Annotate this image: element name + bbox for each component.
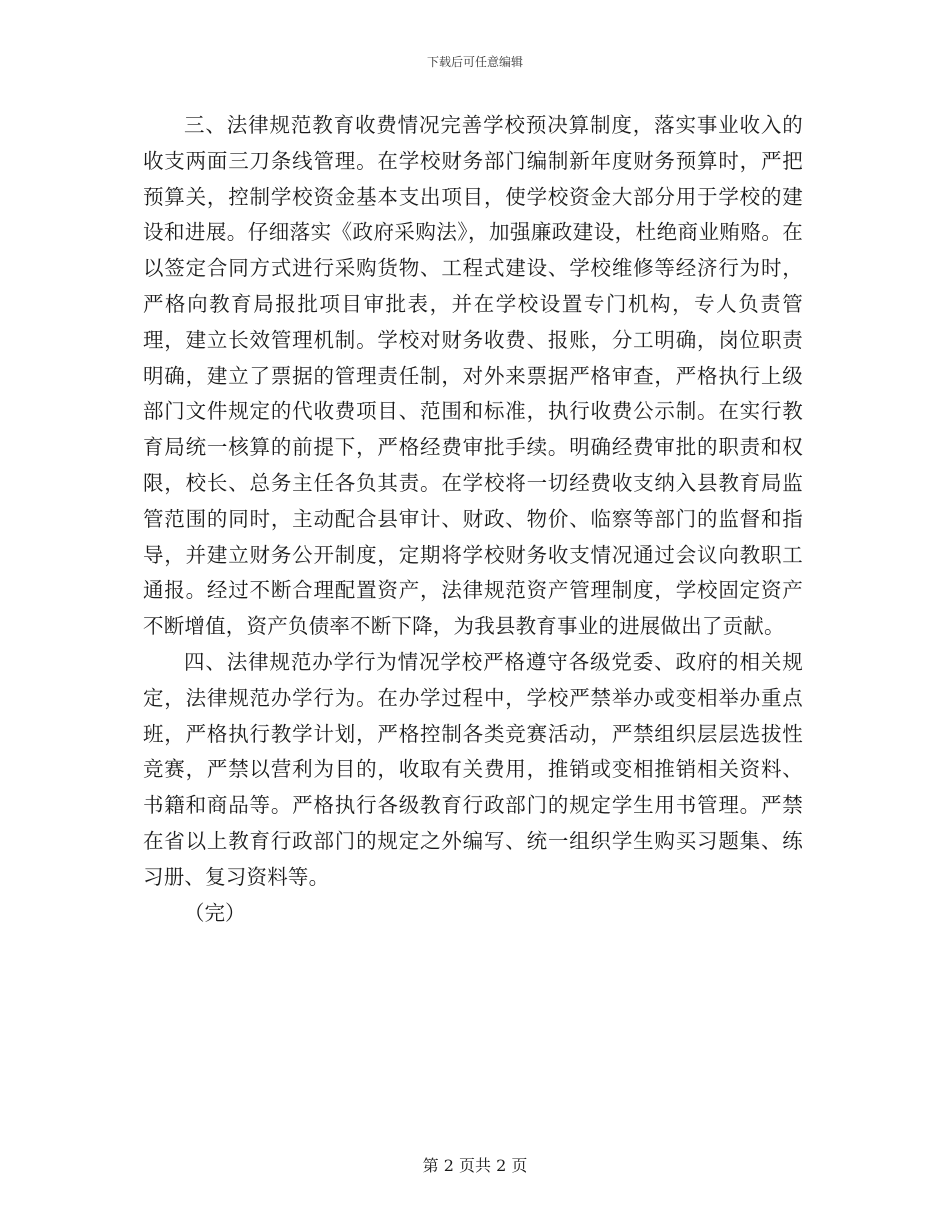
document-body	[143, 108, 803, 931]
page-header-note: 下载后可任意编辑	[426, 55, 523, 69]
document-end-marker: （完）	[184, 900, 246, 925]
page-number-footer: 第 2 页共 2 页	[422, 1156, 528, 1175]
paragraph-school-conduct: 四、法律规范办学行为情况学校严格遵守各级党委、政府的相关规定，法律规范办学行为。在办学过程中，学校严禁举办或变相举办重点班，严格执行教学计划，严格控制各类竞赛活动，严禁组织层层选拔性竞赛，严禁以营利为目的，收取有关费用，推销或变相推销相关资料、书籍和商品等。严格执行各级教育行政部门的规定学生用书管理。严禁在省以上教育行政部门的规定之外编写、统一组织学生购买习题集、练习册、复习资料等。	[143, 649, 803, 889]
paragraph-fee-management: 三、法律规范教育收费情况完善学校预决算制度，落实事业收入的收支两面三刀条线管理。在学校财务部门编制新年度财务预算时，严把预算关，控制学校资金基本支出项目，使学校资金大部分用于学校的建设和进展。仔细落实《政府采购法》，加强廉政建设，杜绝商业贿赂。在以签定合同方式进行采购货物、工程式建设、学校维修等经济行为时，严格向教育局报批项目审批表，并在学校设置专门机构，专人负责管理，建立长效管理机制。学校对财务收费、报账，分工明确，岗位职责明确，建立了票据的管理责任制，对外来票据严格审查，严格执行上级部门文件规定的代收费项目、范围和标准，执行收费公示制。在实行教育局统一核算的前提下，严格经费审批手续。明确经费审批的职责和权限，校长、总务主任各负其责。在学校将一切经费收支纳入县教育局监管范围的同时，主动配合县审计、财政、物价、临察等部门的监督和指导，并建立财务公开制度，定期将学校财务收支情况通过会议向教职工通报。经过不断合理配置资产，法律规范资产管理制度，学校固定资产不断增值，资产负债率不断下降，为我县教育事业的进展做出了贡献。	[143, 113, 803, 639]
